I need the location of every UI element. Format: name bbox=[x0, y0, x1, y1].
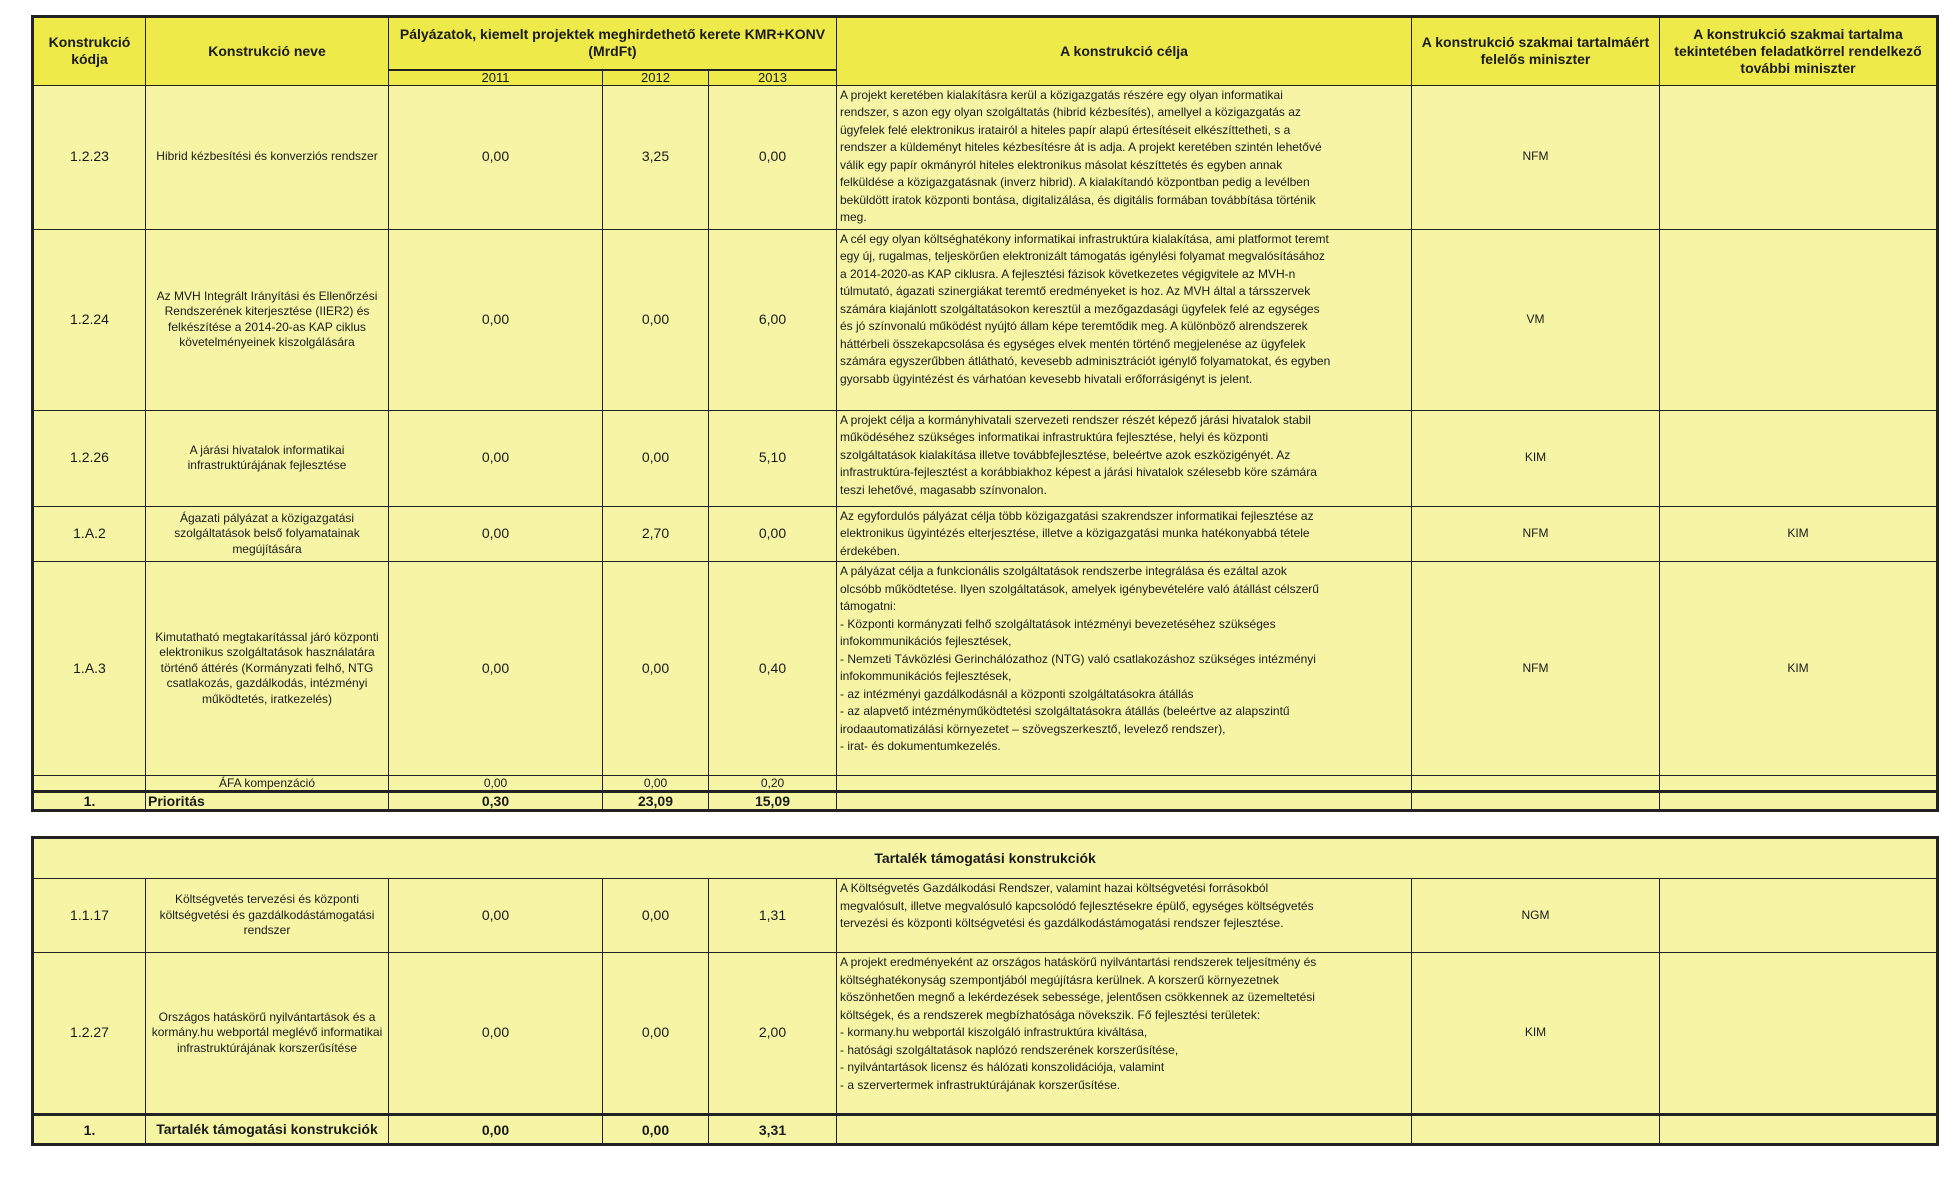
total-name: Prioritás bbox=[146, 792, 389, 811]
goal-line: - az alapvető intézményműködtetési szolgáltatásokra átállás (beleértve az alapszintű bbox=[840, 704, 1290, 718]
row-name: Az MVH Integrált Irányítási és Ellenőrzési Rendszerének kiterjesztése (IIER2) és felkészítése a 2014-20-as KAP ciklus követelményeinek kiszolgálására bbox=[146, 229, 389, 410]
row-other-minister bbox=[1660, 953, 1938, 1115]
goal-line: költséghatékonyság szempontjából megújításra kerülnek. A korszerű környezetnek bbox=[840, 972, 1279, 987]
total-2012: 23,09 bbox=[603, 792, 709, 811]
row-name: Költségvetés tervezési és központi költségvetési és gazdálkodástámogatási rendszer bbox=[146, 879, 389, 953]
total-2013: 15,09 bbox=[709, 792, 837, 811]
table-row bbox=[33, 506, 1938, 562]
goal-line: Az egyfordulós pályázat célja több közigazgatási szakrendszer informatikai fejlesztése az bbox=[840, 508, 1314, 523]
header-goal: A konstrukció célja bbox=[837, 17, 1412, 86]
goal-line: A Költségvetés Gazdálkodási Rendszer, valamint hazai költségvetési forrásokból bbox=[840, 881, 1269, 895]
goal-line: A projekt célja a kormányhivatali szervezeti rendszer részét képező járási hivatalok stabil bbox=[840, 412, 1311, 427]
row-goal bbox=[837, 562, 1412, 776]
row-minister: VM bbox=[1412, 229, 1660, 410]
goal-line: háttérbeli összekapcsolása és egységes elvek mentén történő megjelenése az ügyfelek bbox=[840, 336, 1306, 351]
row-name: Ágazati pályázat a közigazgatási szolgáltatások belső folyamatainak megújítására bbox=[146, 506, 389, 562]
total-2011: 0,30 bbox=[389, 792, 603, 811]
row-code: 1.2.26 bbox=[33, 410, 146, 506]
row-other-minister bbox=[1660, 85, 1938, 229]
total-2012: 0,00 bbox=[603, 1115, 709, 1145]
row-2012: 2,70 bbox=[603, 506, 709, 562]
main-table bbox=[31, 15, 1939, 812]
table-row bbox=[33, 85, 1938, 229]
row-other-minister bbox=[1660, 879, 1938, 953]
goal-line: számára egyszerűbben átlátható, kevesebb adminisztrációt igénylő folyamatokat, és egyben bbox=[840, 354, 1331, 368]
goal-line: infokommunikációs fejlesztések, bbox=[840, 669, 1012, 683]
row-2012: 0,00 bbox=[603, 410, 709, 506]
afa-row bbox=[33, 776, 1938, 792]
goal-line: és jó színvonalú működést nyújtó állam képe teremtődik meg. A különböző alrendszerek bbox=[840, 319, 1308, 333]
goal-line: egy új, rugalmas, teljeskörűen elektronizált támogatás igénylési folyamat megvalósításához bbox=[840, 249, 1325, 263]
goal-line: A pályázat célja a funkcionális szolgáltatások rendszerbe integrálása és ezáltal azok bbox=[840, 564, 1287, 578]
table-row bbox=[33, 410, 1938, 506]
row-2012: 3,25 bbox=[603, 85, 709, 229]
row-minister: NFM bbox=[1412, 562, 1660, 776]
afa-2013: 0,20 bbox=[709, 776, 837, 792]
row-code: 1.2.27 bbox=[33, 953, 146, 1115]
goal-line: infokommunikációs fejlesztések, bbox=[840, 634, 1012, 648]
row-2013: 1,31 bbox=[709, 879, 837, 953]
goal-line: infrastruktúra-fejlesztést a korábbiakhoz képest a járási hivatalok szélesebb köre számára bbox=[840, 465, 1317, 479]
goal-line: a 2014-2020-as KAP ciklusra. A fejlesztési fázisok következetes végigvitele az MVH-n bbox=[840, 266, 1296, 281]
total-2011: 0,00 bbox=[389, 1115, 603, 1145]
row-minister: KIM bbox=[1412, 953, 1660, 1115]
afa-name: ÁFA kompenzáció bbox=[146, 776, 389, 792]
row-code: 1.2.24 bbox=[33, 229, 146, 410]
goal-line: - kormany.hu webportál kiszolgáló infrastruktúra kiváltása, bbox=[840, 1025, 1148, 1039]
goal-line: számára kiajánlott szolgáltatásokon keresztül a mezőgazdasági ügyfelek felé az egységes bbox=[840, 301, 1320, 316]
header-year-2013: 2013 bbox=[709, 70, 837, 86]
header-other-minister: A konstrukció szakmai tartalma tekintetében feladatkörrel rendelkező további miniszter bbox=[1660, 17, 1938, 86]
header-code: Konstrukció kódja bbox=[33, 17, 146, 86]
goal-line: felküldése a közigazgatásnak (inverz hibrid). A kialakítandó központban pedig a levélben bbox=[840, 175, 1310, 189]
row-minister: KIM bbox=[1412, 410, 1660, 506]
header-minister: A konstrukció szakmai tartalmáért felelős miniszter bbox=[1412, 17, 1660, 86]
header-year-2011: 2011 bbox=[389, 70, 603, 86]
row-goal bbox=[837, 410, 1412, 506]
row-name: Hibrid kézbesítési és konverziós rendszer bbox=[146, 85, 389, 229]
row-goal bbox=[837, 85, 1412, 229]
goal-line: meg. bbox=[840, 210, 867, 224]
row-code: 1.1.17 bbox=[33, 879, 146, 953]
goal-line: olcsóbb működtetése. Ilyen szolgáltatások, amelyek igénybevételére való átállást célszerű bbox=[840, 581, 1319, 596]
goal-line: megvalósult, illetve megvalósuló kapcsolódó fejlesztésekre épülő, egységes költségvetés bbox=[840, 898, 1314, 913]
goal-line: túlmutató, ágazati szinergiákat teremtő eredményeket is hoz. Az MVH által a társszervek bbox=[840, 284, 1311, 298]
goal-line: A projekt eredményeként az országos hatáskörű nyilvántartási rendszerek teljesítmény és bbox=[840, 955, 1317, 969]
section-title: Tartalék támogatási konstrukciók bbox=[33, 838, 1938, 879]
row-2013: 2,00 bbox=[709, 953, 837, 1115]
row-other-minister: KIM bbox=[1660, 506, 1938, 562]
goal-line: - Központi kormányzati felhő szolgáltatások intézményi bevezetéséhez szükséges bbox=[840, 616, 1276, 631]
row-name: A járási hivatalok informatikai infrastruktúrájának fejlesztése bbox=[146, 410, 389, 506]
row-2011: 0,00 bbox=[389, 506, 603, 562]
row-2013: 0,00 bbox=[709, 85, 837, 229]
goal-line: érdekében. bbox=[840, 543, 901, 558]
goal-line: szolgáltatások kialakítása illetve továbbfejlesztése, beleértve azok eszközigényét. Az bbox=[840, 447, 1291, 462]
row-2011: 0,00 bbox=[389, 879, 603, 953]
row-name: Országos hatáskörű nyilvántartások és a kormány.hu webportál meglévő informatikai infrastruktúrájának korszerűsítése bbox=[146, 953, 389, 1115]
total-row bbox=[33, 1115, 1938, 1145]
row-goal bbox=[837, 879, 1412, 953]
row-other-minister: KIM bbox=[1660, 562, 1938, 776]
goal-line: működéséhez szükséges informatikai infrastruktúra fejlesztése, helyi és központi bbox=[840, 430, 1269, 444]
goal-line: válik egy papír okmányról hiteles elektronikus másolat készíttetés és egyben annak bbox=[840, 157, 1283, 172]
goal-line: rendszer a küldeményt hiteles kézbesítésre át is adja. A projekt keretében szintén lehetővé bbox=[840, 140, 1322, 154]
header-budget: Pályázatok, kiemelt projektek meghirdethető kerete KMR+KONV (MrdFt) bbox=[389, 17, 837, 70]
goal-line: támogatni: bbox=[840, 599, 897, 613]
goal-line: rendszer, s azon egy olyan szolgáltatás (hibrid kézbesítés), amellyel a közigazgatás az bbox=[840, 105, 1301, 119]
row-other-minister bbox=[1660, 410, 1938, 506]
goal-line: teszi lehetővé, magasabb színvonalon. bbox=[840, 482, 1047, 497]
table-row bbox=[33, 562, 1938, 776]
goal-line: - nyilvántartások licensz és hálózati konszolidációja, valamint bbox=[840, 1060, 1165, 1074]
row-code: 1.A.2 bbox=[33, 506, 146, 562]
row-name: Kimutatható megtakarítással járó központi elektronikus szolgáltatások használatára történő áttérés (Kormányzati felhő, NTG csatlakozás, gazdálkodás, intézményi működtetés, iratkezelés) bbox=[146, 562, 389, 776]
goal-line: tervezési és központi költségvetési és gazdálkodástámogatási rendszer fejlesztése. bbox=[840, 916, 1284, 930]
table-row bbox=[33, 953, 1938, 1115]
row-2012: 0,00 bbox=[603, 953, 709, 1115]
row-code: 1.A.3 bbox=[33, 562, 146, 776]
afa-2011: 0,00 bbox=[389, 776, 603, 792]
goal-line: - irat- és dokumentumkezelés. bbox=[840, 739, 1001, 753]
goal-line: - hatósági szolgáltatások naplózó rendszerének korszerűsítése, bbox=[840, 1042, 1179, 1057]
header-year-2012: 2012 bbox=[603, 70, 709, 86]
row-2013: 6,00 bbox=[709, 229, 837, 410]
row-2013: 0,00 bbox=[709, 506, 837, 562]
row-minister: NFM bbox=[1412, 506, 1660, 562]
row-2013: 5,10 bbox=[709, 410, 837, 506]
goal-line: A cél egy olyan költséghatékony informatikai infrastruktúra kialakítása, ami platformot teremt bbox=[840, 231, 1329, 246]
row-goal bbox=[837, 229, 1412, 410]
row-2011: 0,00 bbox=[389, 562, 603, 776]
row-2013: 0,40 bbox=[709, 562, 837, 776]
row-code: 1.2.23 bbox=[33, 85, 146, 229]
row-minister: NGM bbox=[1412, 879, 1660, 953]
row-2012: 0,00 bbox=[603, 879, 709, 953]
total-code: 1. bbox=[33, 792, 146, 811]
row-goal bbox=[837, 953, 1412, 1115]
goal-line: - az intézményi gazdálkodásnál a központi szolgáltatásokra átállás bbox=[840, 686, 1194, 701]
header-name: Konstrukció neve bbox=[146, 17, 389, 86]
goal-line: irodaautomatizálási környezetet – szövegszerkesztő, levelező rendszer), bbox=[840, 721, 1226, 736]
row-2011: 0,00 bbox=[389, 85, 603, 229]
afa-2012: 0,00 bbox=[603, 776, 709, 792]
goal-line: gyorsabb ügyintézést és várhatóan kevesebb hivatali erőforrásigényt is jelent. bbox=[840, 371, 1253, 386]
total-name: Tartalék támogatási konstrukciók bbox=[146, 1115, 389, 1145]
total-code: 1. bbox=[33, 1115, 146, 1145]
row-2011: 0,00 bbox=[389, 953, 603, 1115]
total-row bbox=[33, 792, 1938, 811]
goal-line: A projekt keretében kialakításra kerül a közigazgatás részére egy olyan informatikai bbox=[840, 87, 1283, 102]
goal-line: - a szervertermek infrastruktúrájának korszerűsítése. bbox=[840, 1077, 1121, 1092]
goal-line: ügyfelek felé elektronikus iratairól a hiteles papír alapú értesítéseit elkészíttetheti, s a bbox=[840, 122, 1291, 137]
row-2012: 0,00 bbox=[603, 229, 709, 410]
table-row bbox=[33, 879, 1938, 953]
total-2013: 3,31 bbox=[709, 1115, 837, 1145]
reserve-table bbox=[31, 836, 1939, 1146]
table-row bbox=[33, 229, 1938, 410]
goal-line: - Nemzeti Távközlési Gerinchálózathoz (NTG) való csatlakozáshoz szükséges intézményi bbox=[840, 651, 1316, 666]
row-other-minister bbox=[1660, 229, 1938, 410]
row-2011: 0,00 bbox=[389, 229, 603, 410]
goal-line: elektronikus ügyintézés elterjesztése, illetve a közigazgatási munka hatékonyabbá tétele bbox=[840, 526, 1310, 540]
row-goal bbox=[837, 506, 1412, 562]
goal-line: beküldött iratok központi bontása, digitalizálása, és digitális formában továbbítása történik bbox=[840, 192, 1316, 207]
goal-line: köszönhetően megnő a lekérdezések sebessége, jelentősen csökkennek az üzemeltetési bbox=[840, 990, 1315, 1004]
row-2012: 0,00 bbox=[603, 562, 709, 776]
row-2011: 0,00 bbox=[389, 410, 603, 506]
goal-line: költségek, és a rendszerek megbízhatósága növekszik. Fő fejlesztési területek: bbox=[840, 1007, 1261, 1022]
row-minister: NFM bbox=[1412, 85, 1660, 229]
